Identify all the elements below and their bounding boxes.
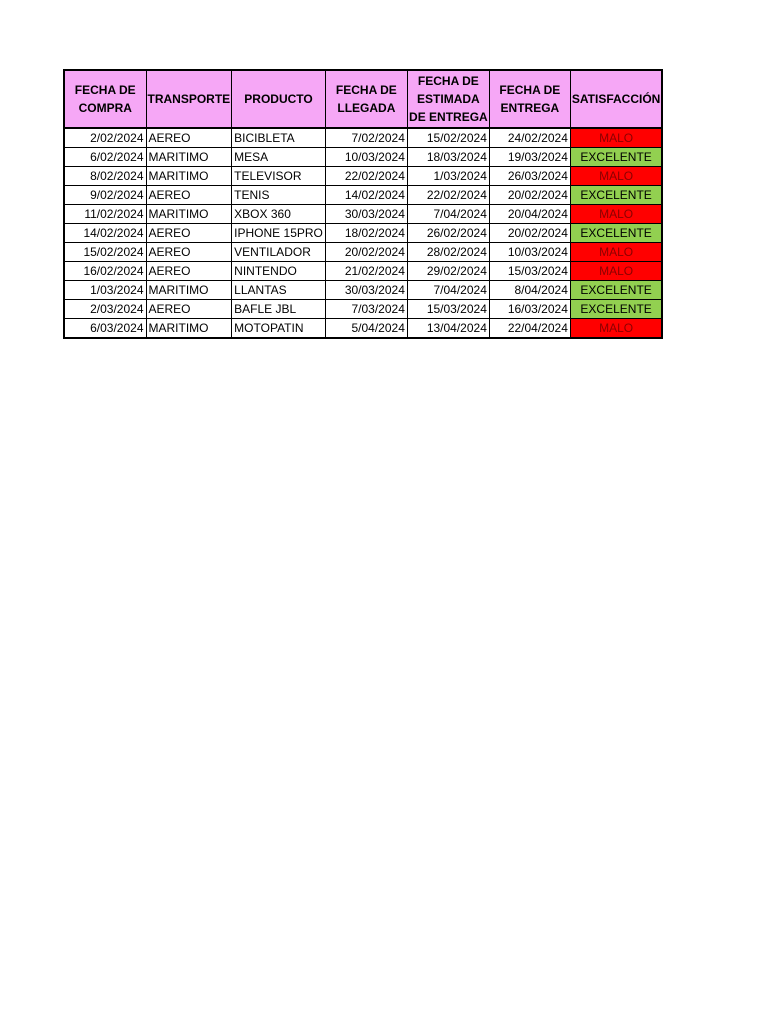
cell-transporte[interactable]: AEREO — [146, 262, 232, 281]
table-row — [64, 224, 662, 243]
table-row — [64, 205, 662, 224]
cell-fecha-compra[interactable]: 15/02/2024 — [64, 243, 146, 262]
cell-satisfaccion[interactable]: EXCELENTE — [570, 281, 662, 300]
cell-fecha-estimada-entrega[interactable]: 15/02/2024 — [407, 128, 489, 148]
table-row — [64, 300, 662, 319]
cell-satisfaccion[interactable]: EXCELENTE — [570, 224, 662, 243]
cell-fecha-estimada-entrega[interactable]: 7/04/2024 — [407, 281, 489, 300]
cell-fecha-estimada-entrega[interactable]: 26/02/2024 — [407, 224, 489, 243]
table-row — [64, 281, 662, 300]
cell-fecha-llegada[interactable]: 10/03/2024 — [325, 148, 407, 167]
cell-fecha-compra[interactable]: 2/02/2024 — [64, 128, 146, 148]
cell-transporte[interactable]: AEREO — [146, 186, 232, 205]
cell-producto[interactable]: TENIS — [232, 186, 326, 205]
cell-producto[interactable]: MOTOPATIN — [232, 319, 326, 339]
cell-producto[interactable]: BAFLE JBL — [232, 300, 326, 319]
cell-producto[interactable]: IPHONE 15PRO — [232, 224, 326, 243]
cell-satisfaccion[interactable]: MALO — [570, 205, 662, 224]
cell-satisfaccion[interactable]: MALO — [570, 167, 662, 186]
cell-fecha-compra[interactable]: 11/02/2024 — [64, 205, 146, 224]
cell-satisfaccion[interactable]: MALO — [570, 319, 662, 339]
cell-producto[interactable]: TELEVISOR — [232, 167, 326, 186]
cell-producto[interactable]: XBOX 360 — [232, 205, 326, 224]
cell-transporte[interactable]: AEREO — [146, 224, 232, 243]
cell-fecha-entrega[interactable]: 20/02/2024 — [489, 186, 570, 205]
cell-satisfaccion[interactable]: MALO — [570, 243, 662, 262]
header-satisfaccion[interactable]: SATISFACCIÓN — [570, 70, 662, 128]
cell-fecha-entrega[interactable]: 20/04/2024 — [489, 205, 570, 224]
header-transporte[interactable]: TRANSPORTE — [146, 70, 232, 128]
header-producto[interactable]: PRODUCTO — [232, 70, 326, 128]
cell-fecha-compra[interactable]: 8/02/2024 — [64, 167, 146, 186]
header-fecha-estimada-entrega[interactable]: FECHA DE ESTIMADA DE ENTREGA — [407, 70, 489, 128]
cell-producto[interactable]: VENTILADOR — [232, 243, 326, 262]
table-row — [64, 319, 662, 339]
header-fecha-entrega[interactable]: FECHA DE ENTREGA — [489, 70, 570, 128]
table-row — [64, 148, 662, 167]
cell-fecha-entrega[interactable]: 8/04/2024 — [489, 281, 570, 300]
cell-fecha-estimada-entrega[interactable]: 1/03/2024 — [407, 167, 489, 186]
cell-fecha-entrega[interactable]: 10/03/2024 — [489, 243, 570, 262]
cell-transporte[interactable]: MARITIMO — [146, 319, 232, 339]
cell-satisfaccion[interactable]: MALO — [570, 262, 662, 281]
cell-fecha-llegada[interactable]: 7/03/2024 — [325, 300, 407, 319]
cell-fecha-entrega[interactable]: 26/03/2024 — [489, 167, 570, 186]
cell-producto[interactable]: NINTENDO — [232, 262, 326, 281]
table-row — [64, 186, 662, 205]
table-row — [64, 167, 662, 186]
spreadsheet — [63, 69, 663, 339]
purchases-table — [63, 69, 663, 339]
cell-fecha-compra[interactable]: 2/03/2024 — [64, 300, 146, 319]
cell-fecha-llegada[interactable]: 30/03/2024 — [325, 205, 407, 224]
cell-fecha-llegada[interactable]: 30/03/2024 — [325, 281, 407, 300]
cell-satisfaccion[interactable]: EXCELENTE — [570, 186, 662, 205]
cell-fecha-estimada-entrega[interactable]: 13/04/2024 — [407, 319, 489, 339]
cell-fecha-llegada[interactable]: 18/02/2024 — [325, 224, 407, 243]
cell-fecha-estimada-entrega[interactable]: 28/02/2024 — [407, 243, 489, 262]
table-row — [64, 262, 662, 281]
table-row — [64, 128, 662, 148]
cell-fecha-compra[interactable]: 6/02/2024 — [64, 148, 146, 167]
cell-transporte[interactable]: MARITIMO — [146, 205, 232, 224]
cell-fecha-compra[interactable]: 14/02/2024 — [64, 224, 146, 243]
cell-fecha-llegada[interactable]: 21/02/2024 — [325, 262, 407, 281]
cell-fecha-entrega[interactable]: 24/02/2024 — [489, 128, 570, 148]
cell-fecha-estimada-entrega[interactable]: 15/03/2024 — [407, 300, 489, 319]
cell-fecha-llegada[interactable]: 22/02/2024 — [325, 167, 407, 186]
cell-satisfaccion[interactable]: EXCELENTE — [570, 148, 662, 167]
cell-fecha-entrega[interactable]: 19/03/2024 — [489, 148, 570, 167]
cell-fecha-llegada[interactable]: 7/02/2024 — [325, 128, 407, 148]
cell-transporte[interactable]: AEREO — [146, 300, 232, 319]
cell-fecha-entrega[interactable]: 15/03/2024 — [489, 262, 570, 281]
cell-producto[interactable]: BICIBLETA — [232, 128, 326, 148]
cell-satisfaccion[interactable]: EXCELENTE — [570, 300, 662, 319]
cell-fecha-llegada[interactable]: 20/02/2024 — [325, 243, 407, 262]
cell-fecha-estimada-entrega[interactable]: 22/02/2024 — [407, 186, 489, 205]
header-fecha-compra[interactable]: FECHA DE COMPRA — [64, 70, 146, 128]
cell-transporte[interactable]: AEREO — [146, 243, 232, 262]
cell-fecha-estimada-entrega[interactable]: 7/04/2024 — [407, 205, 489, 224]
cell-fecha-entrega[interactable]: 16/03/2024 — [489, 300, 570, 319]
cell-transporte[interactable]: MARITIMO — [146, 167, 232, 186]
cell-fecha-compra[interactable]: 16/02/2024 — [64, 262, 146, 281]
cell-fecha-compra[interactable]: 9/02/2024 — [64, 186, 146, 205]
cell-transporte[interactable]: MARITIMO — [146, 281, 232, 300]
header-fecha-llegada[interactable]: FECHA DE LLEGADA — [325, 70, 407, 128]
cell-fecha-compra[interactable]: 6/03/2024 — [64, 319, 146, 339]
cell-fecha-entrega[interactable]: 22/04/2024 — [489, 319, 570, 339]
cell-fecha-compra[interactable]: 1/03/2024 — [64, 281, 146, 300]
cell-fecha-estimada-entrega[interactable]: 18/03/2024 — [407, 148, 489, 167]
cell-fecha-llegada[interactable]: 5/04/2024 — [325, 319, 407, 339]
cell-producto[interactable]: LLANTAS — [232, 281, 326, 300]
cell-fecha-entrega[interactable]: 20/02/2024 — [489, 224, 570, 243]
cell-transporte[interactable]: MARITIMO — [146, 148, 232, 167]
header-row — [64, 70, 662, 128]
cell-fecha-estimada-entrega[interactable]: 29/02/2024 — [407, 262, 489, 281]
cell-fecha-llegada[interactable]: 14/02/2024 — [325, 186, 407, 205]
cell-satisfaccion[interactable]: MALO — [570, 128, 662, 148]
cell-producto[interactable]: MESA — [232, 148, 326, 167]
table-row — [64, 243, 662, 262]
cell-transporte[interactable]: AEREO — [146, 128, 232, 148]
